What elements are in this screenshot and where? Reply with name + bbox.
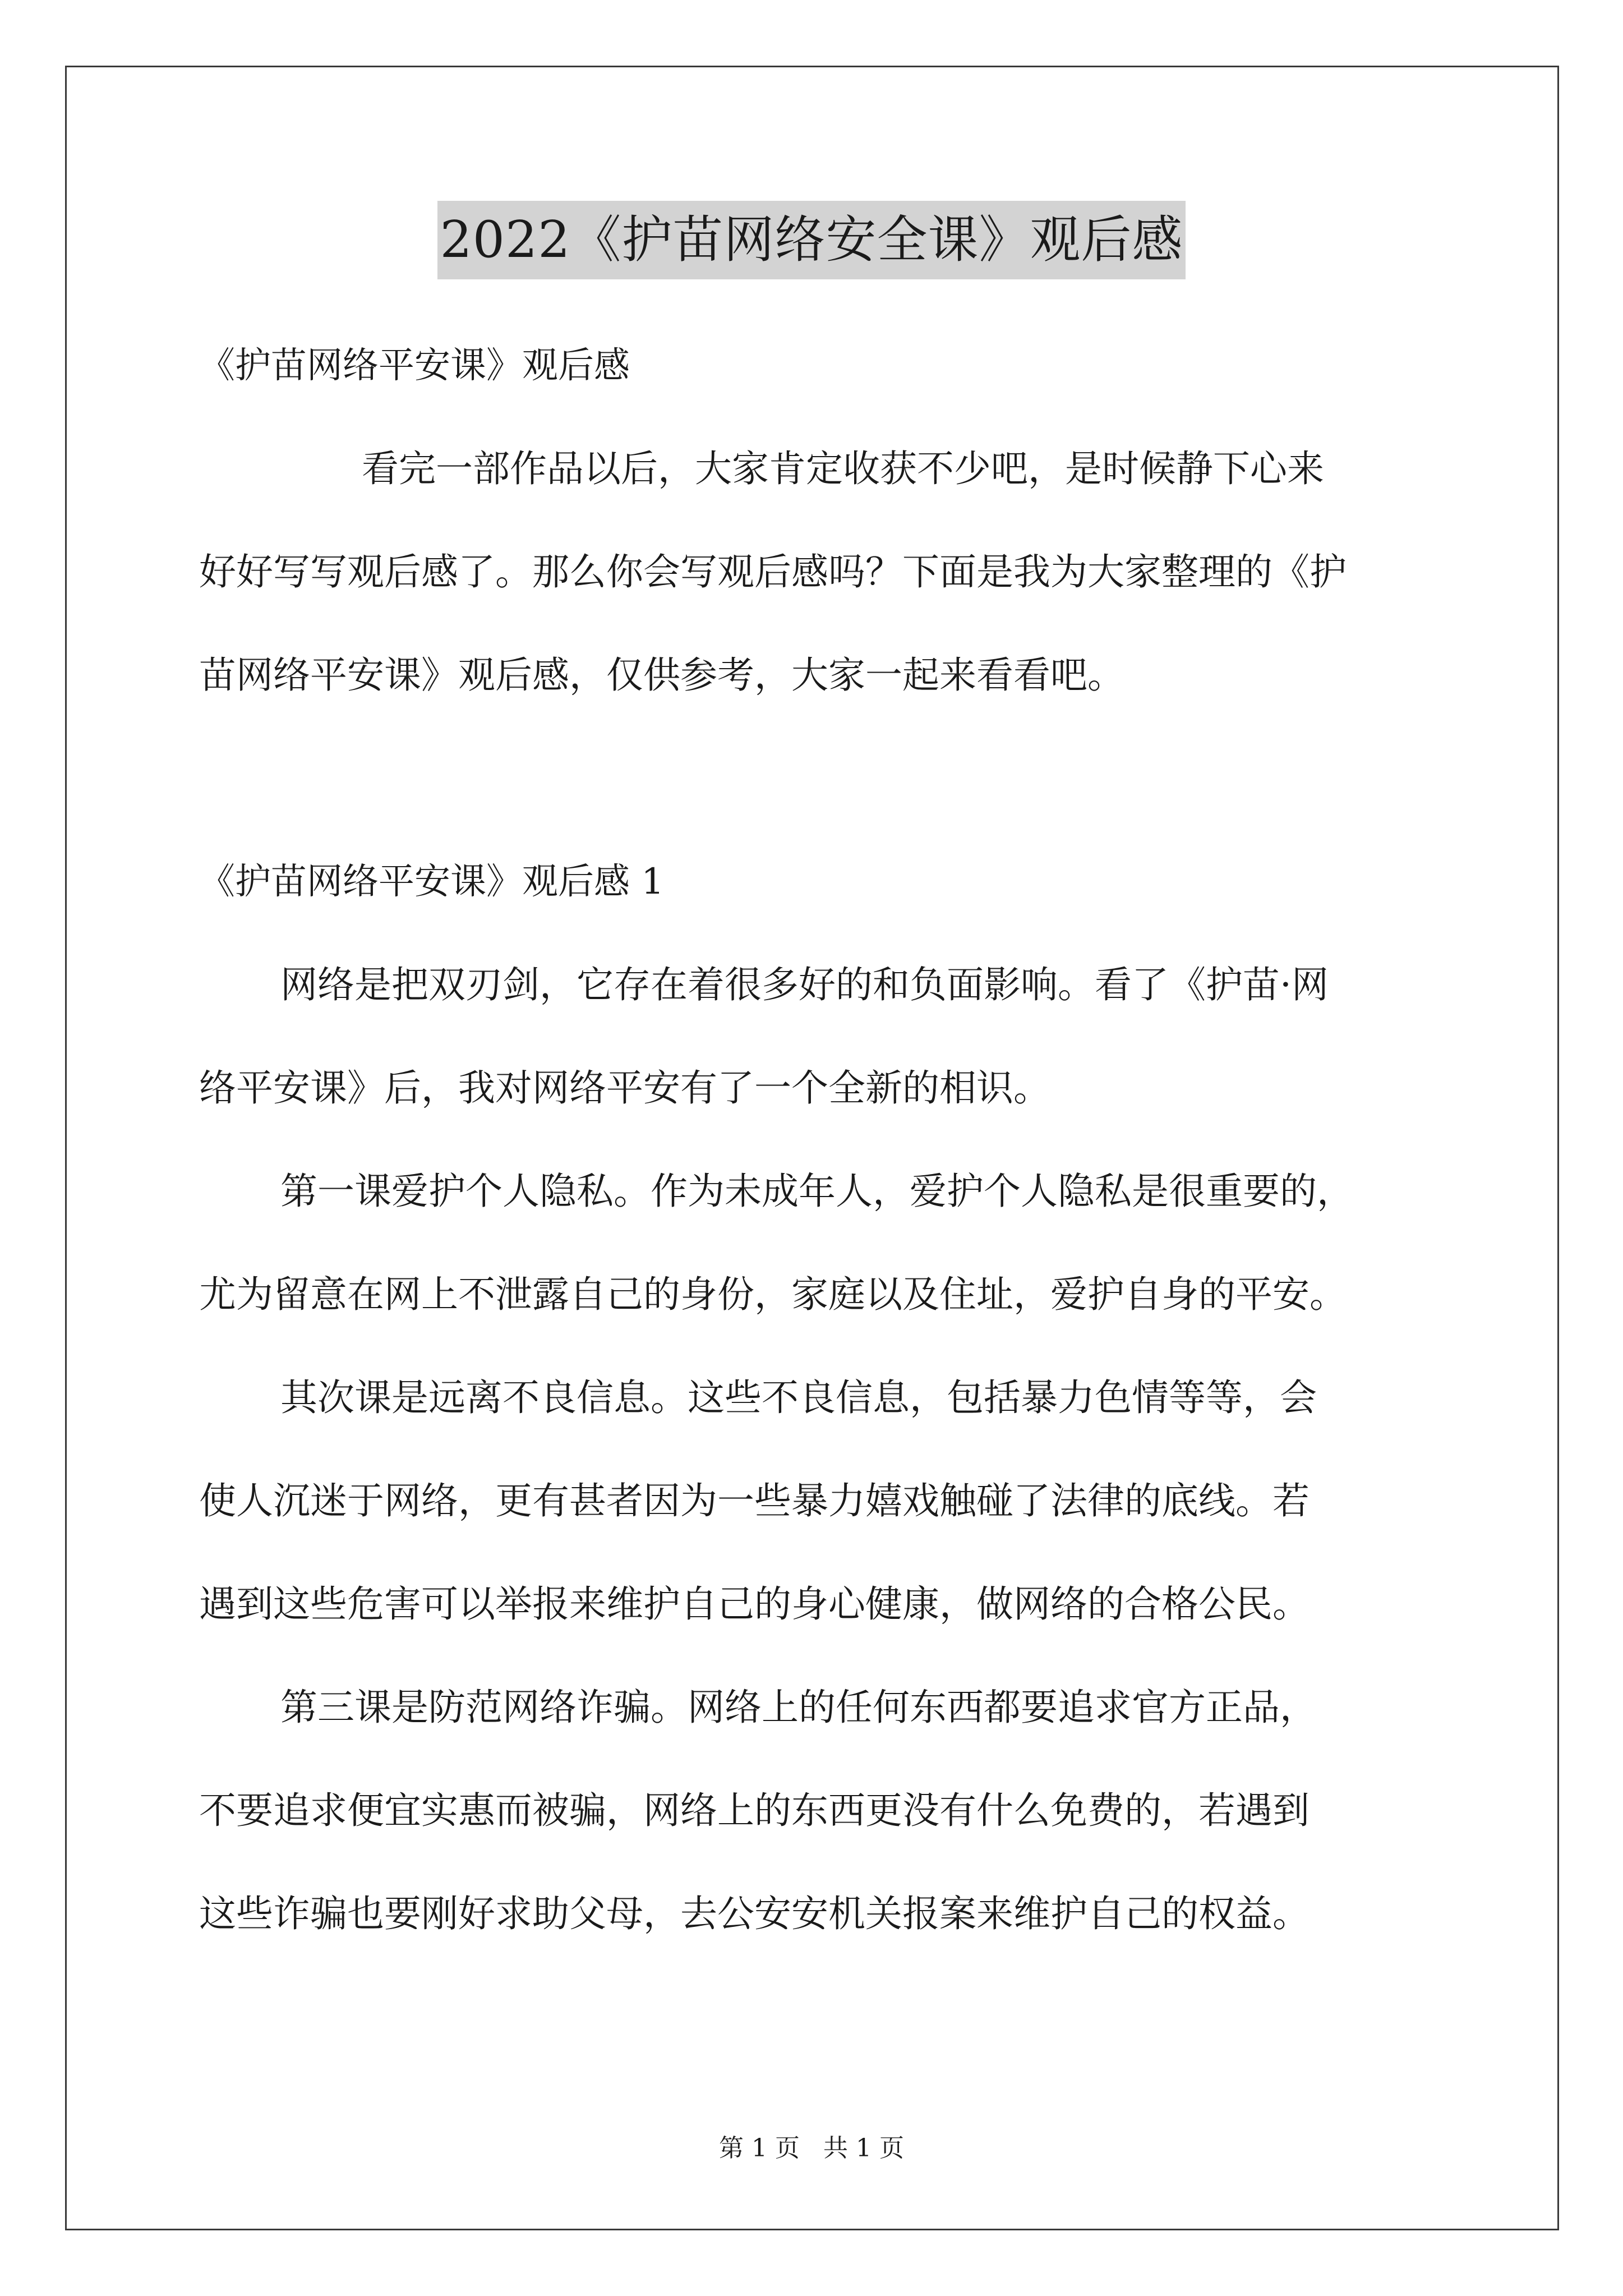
section-heading: 《护苗网络平安课》观后感 1 xyxy=(199,861,665,903)
section-gap xyxy=(199,727,1433,830)
paragraph-line: 网络是把双刃剑，它存在着很多好的和负面影响。看了《护苗·网 xyxy=(280,963,1329,1006)
paragraph-line: 第三课是防范网络诈骗。网络上的任何东西都要追求官方正品， xyxy=(280,1686,1317,1729)
paragraph-line: 络平安课》后，我对网络平安有了一个全新的相识。 xyxy=(199,1066,1050,1110)
paragraph-line: 第一课爱护个人隐私。作为未成年人，爱护个人隐私是很重要的， xyxy=(280,1170,1354,1213)
intro-heading: 《护苗网络平安课》观后感 xyxy=(199,345,630,386)
paragraph-line: 不要追求便宜实惠而被骗，网络上的东西更没有什么免费的，若遇到 xyxy=(199,1789,1310,1832)
paragraph-line: 尤为留意在网上不泄露自己的身份，家庭以及住址，爱护自身的平安。 xyxy=(199,1273,1347,1316)
intro-line: 苗网络平安课》观后感，仅供参考，大家一起来看看吧。 xyxy=(199,654,1124,697)
paragraph-line: 这些诈骗也要刚好求助父母，去公安安机关报案来维护自己的权益。 xyxy=(199,1892,1310,1935)
paragraph-line: 遇到这些危害可以举报来维护自己的身心健康，做网络的合格公民。 xyxy=(199,1582,1310,1626)
title-container xyxy=(0,201,1623,279)
document-title: 2022《护苗网络安全课》观后感 xyxy=(437,201,1185,279)
paragraph-line: 其次课是远离不良信息。这些不良信息，包括暴力色情等等，会 xyxy=(280,1376,1317,1419)
page-footer: 第 1 页 共 1 页 xyxy=(719,2134,904,2162)
paragraph-line: 使人沉迷于网络，更有甚者因为一些暴力嬉戏触碰了法律的底线。若 xyxy=(199,1479,1310,1522)
intro-line: 看完一部作品以后，大家肯定收获不少吧，是时候静下心来 xyxy=(362,447,1324,490)
intro-line: 好好写写观后感了。那么你会写观后感吗？下面是我为大家整理的《护 xyxy=(199,550,1347,593)
document-body xyxy=(199,314,1433,1966)
